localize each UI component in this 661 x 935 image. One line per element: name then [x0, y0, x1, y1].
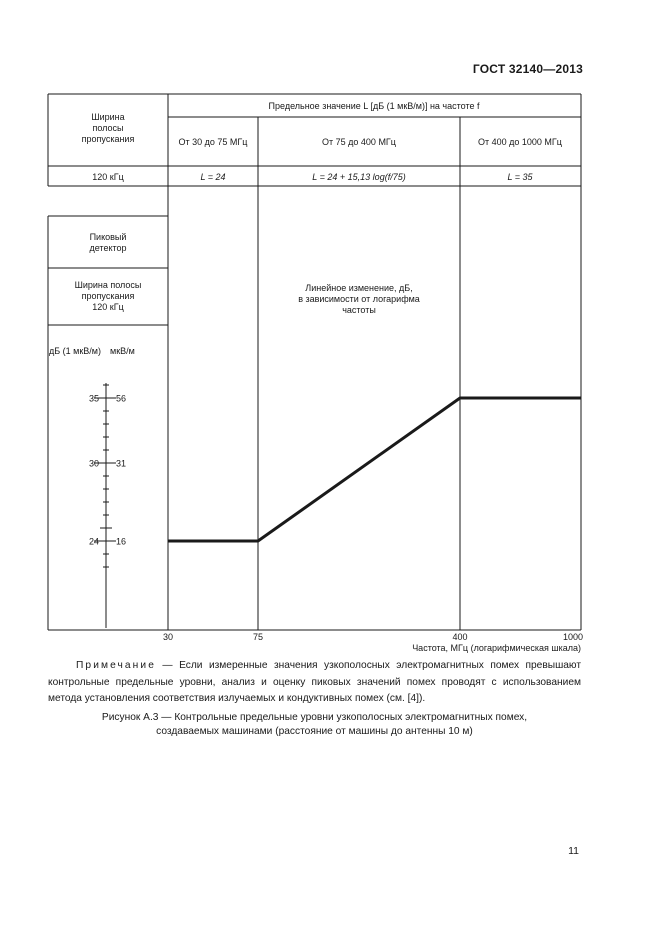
major-ticks	[89, 394, 126, 547]
annotation-line-1: Линейное изменение, дБ,	[305, 283, 413, 293]
annotation-line-2: в зависимости от логарифма	[298, 294, 420, 304]
row-header-bandwidth-line-1: Ширина	[91, 112, 125, 122]
bandwidth-value: 120 кГц	[92, 172, 124, 182]
bandwidth-label-line-3: 120 кГц	[92, 302, 124, 312]
note-paragraph	[48, 658, 581, 708]
y-axis-left-label: дБ (1 мкВ/м)	[49, 346, 101, 356]
document-number: ГОСТ 32140—2013	[472, 62, 583, 76]
range-30-75: От 30 до 75 МГц	[178, 137, 248, 147]
x-axis-label: Частота, МГц (логарифмическая шкала)	[412, 643, 581, 653]
note-label: Примечание	[76, 660, 156, 671]
x-tick-label: 1000	[562, 632, 584, 642]
limit-line	[168, 398, 581, 541]
x-tick-labels	[163, 632, 583, 642]
page-number: 11	[568, 845, 579, 857]
y-axis-right-label: мкВ/м	[110, 346, 135, 356]
y-tick-label-db: 24	[88, 536, 99, 547]
y-tick-label-db: 35	[88, 393, 99, 404]
caption-line-1: Рисунок А.3 — Контрольные предельные уровни узкополосных электромагнитных помех,	[101, 712, 528, 723]
y-tick-label-db: 30	[88, 458, 99, 469]
x-tick-label: 400	[452, 632, 468, 642]
row-header-bandwidth-line-3: пропускания	[81, 134, 135, 144]
detector-label-line-2: детектор	[89, 243, 127, 253]
y-tick-label-uv: 16	[116, 536, 127, 547]
range-400-1000: От 400 до 1000 МГц	[478, 137, 562, 147]
note-text: — Если измеренные значения узкополосных электромагнитных помех превышают контрольные предельные уровни, анализ и оценку пиковых значений помех проводят с использованием метода установления соответствия излучаемых и кондуктивных помех (см. [4]).	[48, 660, 581, 704]
y-tick-label-uv: 56	[116, 393, 127, 404]
formula-75-400: L = 24 + 15,13 log(f/75)	[312, 172, 406, 182]
bandwidth-label-line-1: Ширина полосы	[74, 280, 142, 290]
figure-caption	[48, 711, 581, 739]
x-tick-label: 75	[252, 632, 264, 642]
annotation-line-3: частоты	[342, 305, 376, 315]
detector-label-line-1: Пиковый	[89, 232, 127, 242]
bandwidth-label-line-2: пропускания	[81, 291, 135, 301]
row-header-bandwidth-line-2: полосы	[92, 123, 124, 133]
x-tick-label: 30	[162, 632, 174, 642]
caption-line-2: создаваемых машинами (расстояние от машины до антенны 10 м)	[156, 726, 473, 737]
range-75-400: От 75 до 400 МГц	[322, 137, 396, 147]
y-tick-label-uv: 31	[116, 458, 127, 469]
formula-30-75: L = 24	[200, 172, 226, 182]
limit-header: Предельное значение L [дБ (1 мкВ/м)] на частоте f	[268, 101, 480, 111]
formula-400-1000: L = 35	[507, 172, 533, 182]
